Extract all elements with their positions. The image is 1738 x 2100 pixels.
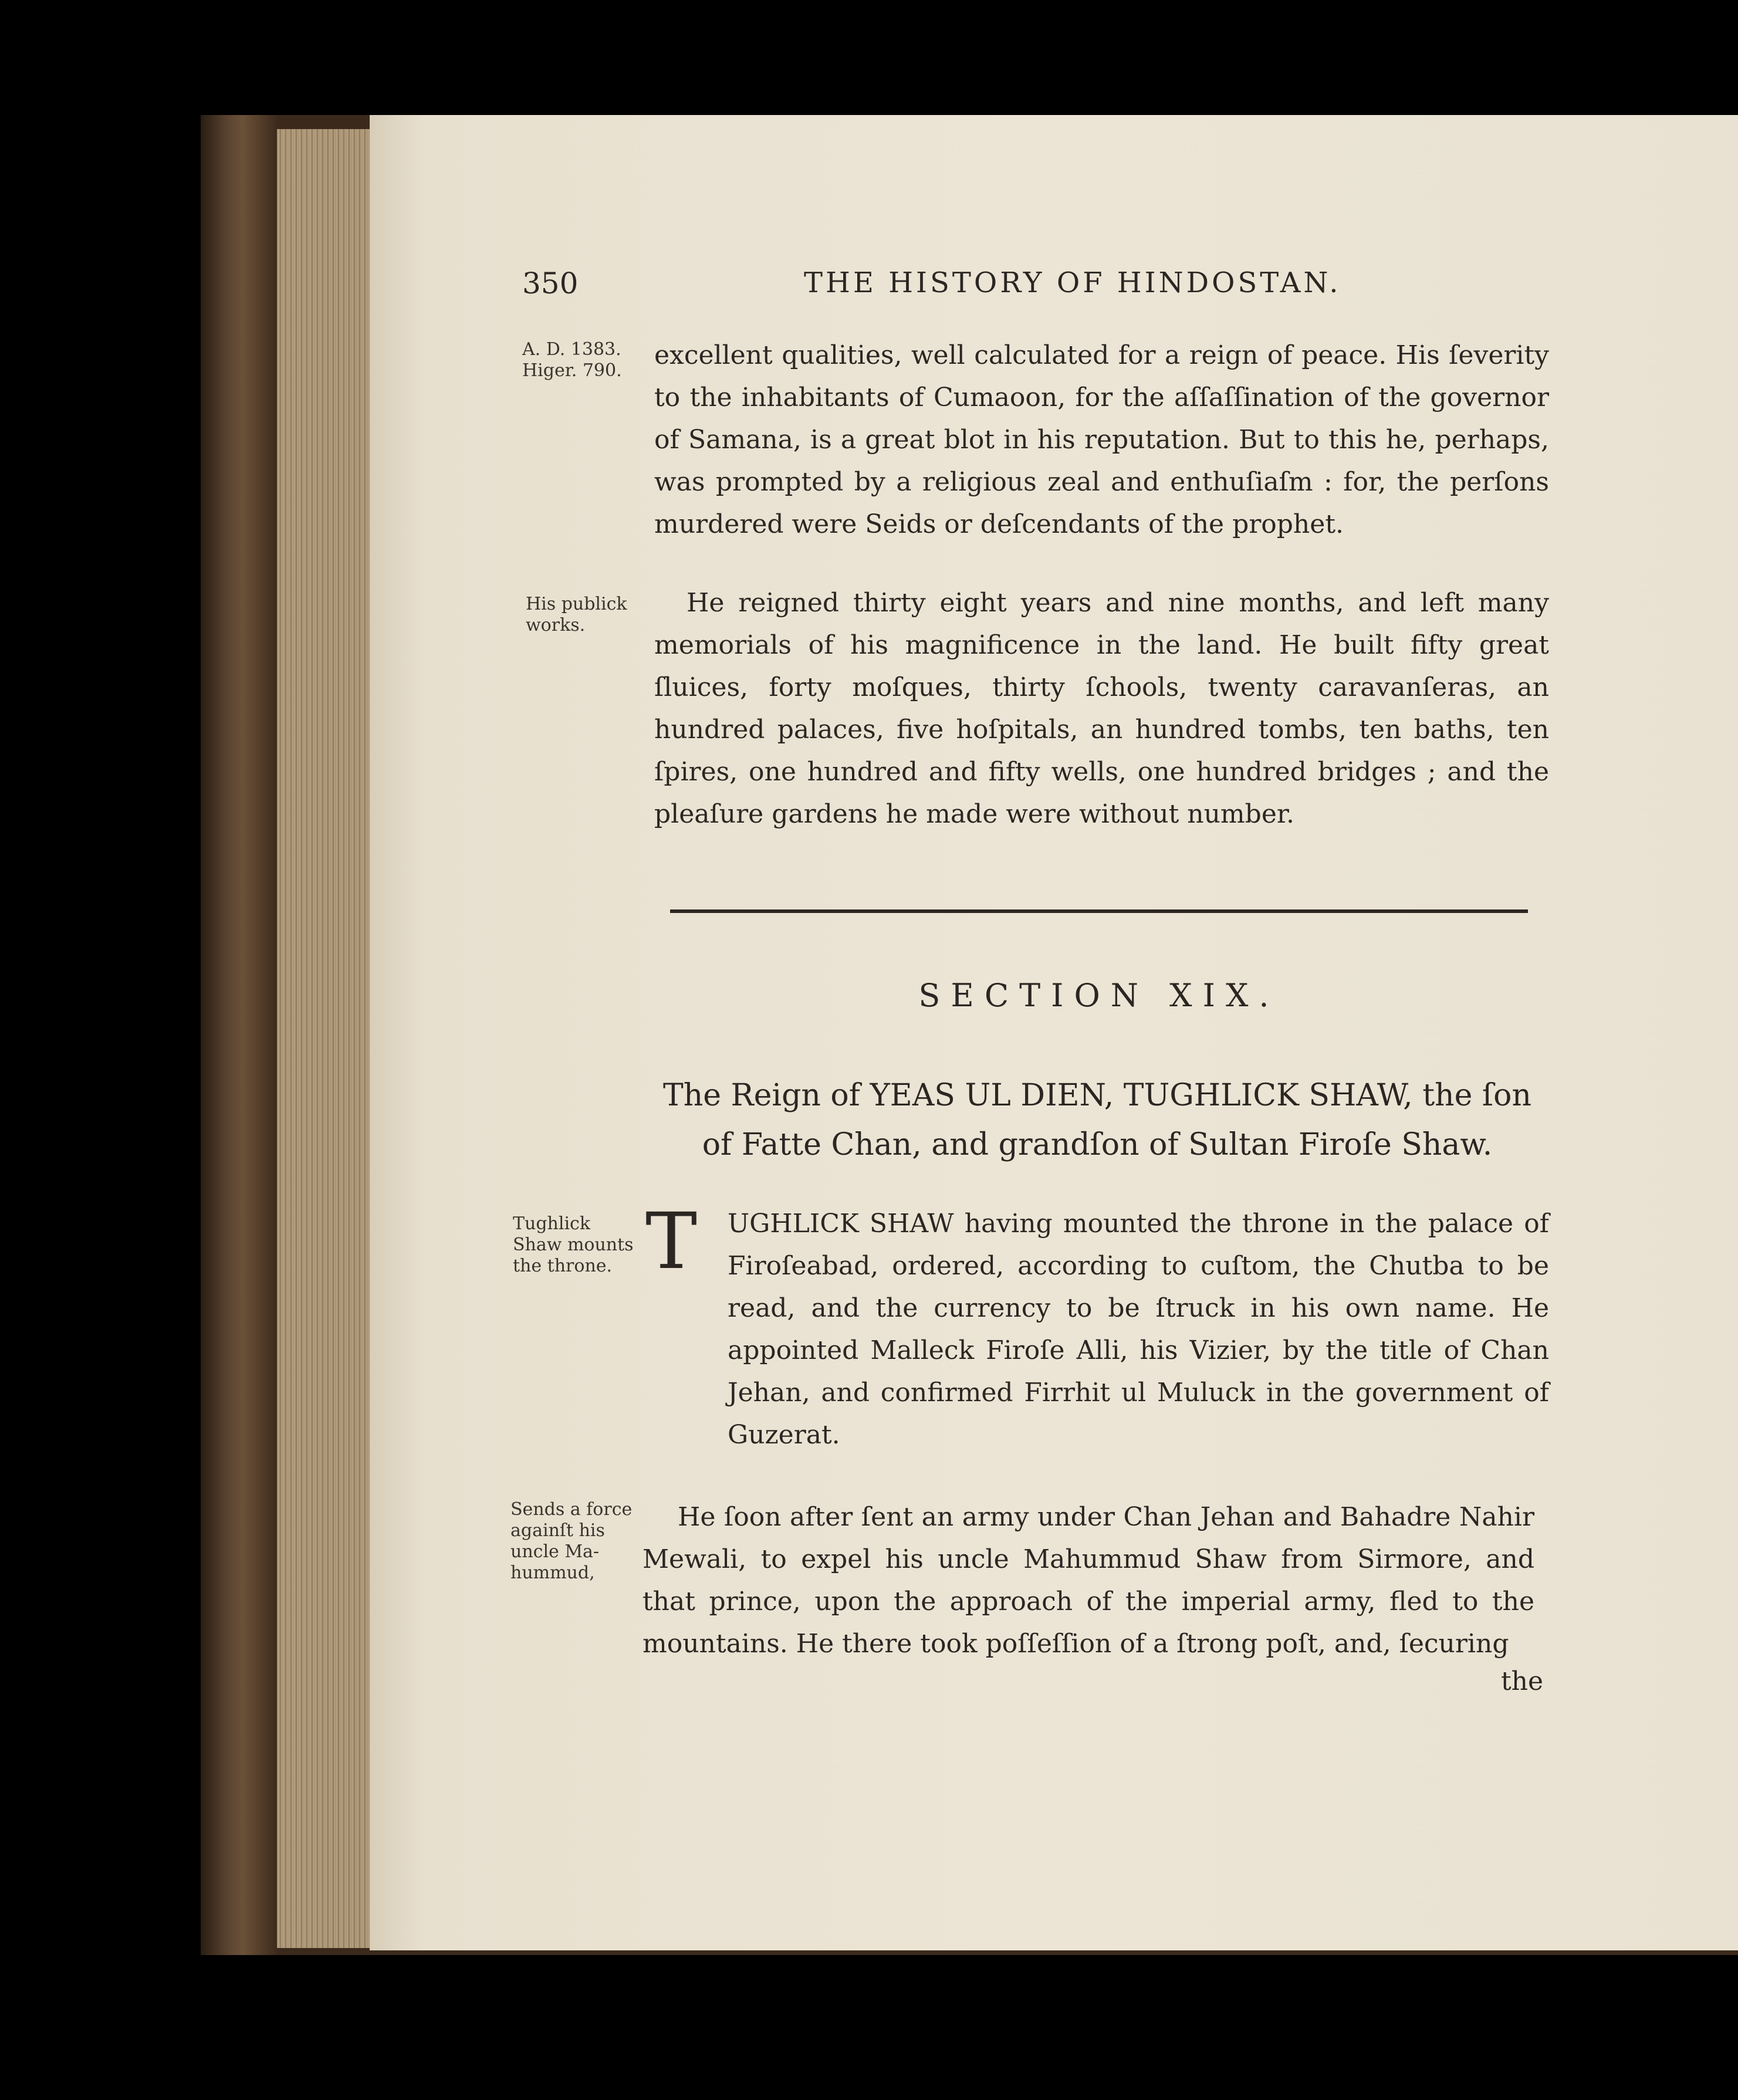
section-heading: SECTION XIX. [918, 977, 1280, 1014]
running-head-title: THE HISTORY OF HINDOSTAN. [804, 266, 1341, 299]
margin-note-date [522, 339, 640, 381]
margin-note-line: againſt his [510, 1520, 605, 1541]
margin-note-line: His publick [526, 594, 627, 614]
paragraph-public-works: He reigned thirty eight years and nine months, and left many memorials of his magnificence in the land. He built fifty great ſluices, forty moſques, thirty ſchools, twenty caravanſeras, an hundred palaces, five hoſpitals, an hundred tombs, ten baths, ten ſpires, one hundred and fifty wells, one hundred bridges ; and the pleaſure gardens he made were without number. [654, 588, 1549, 829]
page-number: 350 [522, 266, 579, 300]
drop-cap: T [645, 1196, 698, 1287]
reign-title-line: The Reign of YEAS UL DIEN, TUGHLICK SHAW, the ſon [663, 1078, 1531, 1113]
paragraph-severity: excellent qualities, well calculated for a reign of peace. His ſeverity to the inhabitants of Cumaoon, for the aſſaſſination of the governor of Samana, is a great blot in his reputation. But to this he, perhaps, was prompted by a religious zeal and enthuſiaſm : for, the perſons murdered were Seids or deſcendants of the prophet. [654, 340, 1549, 539]
margin-note-sends-force [510, 1499, 645, 1584]
margin-note-line: Higer. 790. [522, 360, 622, 381]
reign-title [645, 1071, 1549, 1169]
reign-title-line: of Fatte Chan, and grandſon of Sultan Firoſe Shaw. [702, 1127, 1493, 1162]
margin-note-line: the throne. [513, 1256, 613, 1276]
margin-note-line: Shaw mounts [513, 1235, 634, 1255]
margin-note-line: works. [526, 615, 586, 635]
running-head [522, 266, 1549, 313]
paragraph-accession [728, 1203, 1549, 1456]
margin-note-line: Tughlick [513, 1213, 591, 1234]
catchword: the [1500, 1666, 1543, 1696]
paragraph-accession-text: UGHLICK SHAW having mounted the throne in the palace of Firoſeabad, ordered, according to cuſtom, the Chutba to be read, and the currency to be ſtruck in his own name. He appointed Malleck Firoſe Alli, his Vizier, by the title of Chan Jehan, and confirmed Firrhit ul Muluck in the government of Guzerat. [728, 1209, 1549, 1450]
book-spine [201, 115, 277, 1955]
margin-note-publick-works [526, 594, 643, 636]
section-rule [670, 909, 1528, 913]
margin-note-line: hummud, [510, 1563, 595, 1583]
margin-note-line: uncle Ma- [510, 1541, 600, 1562]
paragraph-army: He ſoon after ſent an army under Chan Jehan and Bahadre Nahir Mewali, to expel his uncle Mahummud Shaw from Sirmore, and that prince, upon the approach of the imperial army, fled to the mountains. He there took poſſeſſion of a ſtrong poſt, and, ſecuring [643, 1502, 1534, 1659]
margin-note-line: A. D. 1383. [522, 339, 621, 360]
margin-note-mounts-throne [513, 1213, 642, 1277]
page-edges [277, 129, 371, 1948]
margin-note-line: Sends a force [510, 1499, 633, 1520]
